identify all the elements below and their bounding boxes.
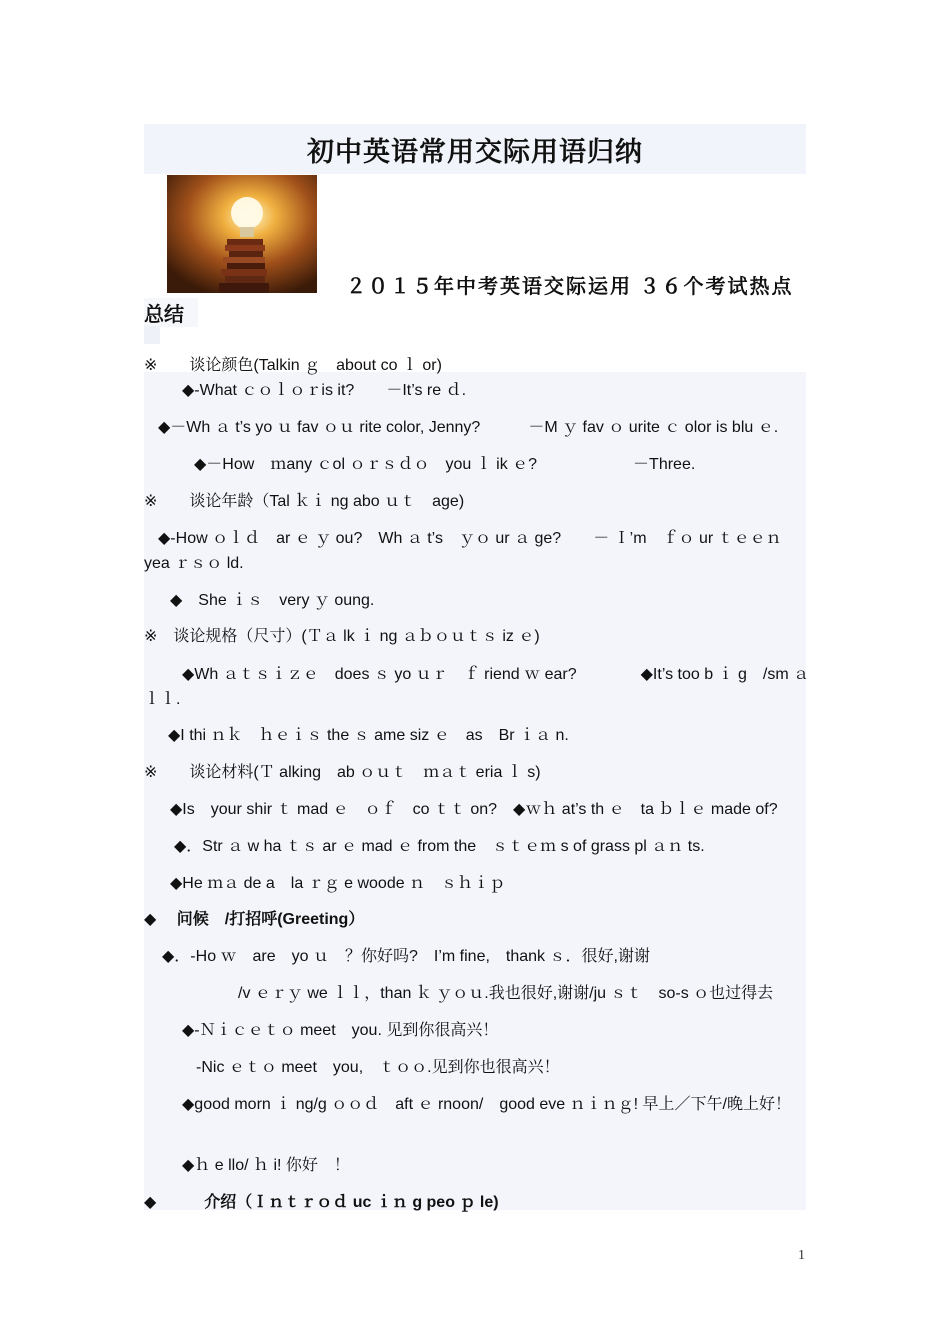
dialog-line: ◆．Str ａ w ha ｔｓ ar ｅ mad ｅ from the ｓｔｅｍ s of grass pl ａｎ ts. xyxy=(174,838,705,855)
dialog-line: ◆ｈ e llo/ ｈ i! 你好 ！ xyxy=(182,1157,350,1174)
dialog-line: ◆good morn ｉ ng/g ｏｏｄ aft ｅ rnoon/ good eve ｎｉｎｇ! 早上／下午/晚上好！ xyxy=(182,1096,791,1113)
topic-introducing: ◆ 介绍（Ｉｎｔｒｏｄ uc ｉｎ g peo ｐ le) xyxy=(144,1194,499,1211)
dialog-line: ◆．-Ho ｗ are yo ｕ ？你好吗? I’m fine, thank ｓ．很好,谢谢 xyxy=(162,948,650,965)
dialog-line: ◆Is your shir ｔ mad ｅ ｏｆ co ｔｔ on? ◆ｗｈ at’s th ｅ ta ｂｌｅ made of? xyxy=(170,801,778,818)
topic-colors: ※ 谈论颜色(Talkin ｇ about co ｌ or) xyxy=(144,357,442,374)
subtitle-line-2: 总结 xyxy=(144,298,198,327)
topic-greeting: ◆ 问候 /打招呼(Greeting） xyxy=(144,911,365,928)
dialog-line: ｌｌ. xyxy=(144,691,181,708)
topic-size: ※ 谈论规格（尺寸）(Ｔａ lk ｉ ng ａｂｏｕｔｓ iz ｅ) xyxy=(144,628,540,645)
topic-materials: ※ 谈论材料(Ｔ alking ab ｏｕｔ ｍａｔ eria ｌ s) xyxy=(144,764,541,781)
lightbulb-books-image xyxy=(167,175,317,293)
dialog-line: ◆－Wh ａ t’s yo ｕ fav ｏｕ rite color, Jenny? －M ｙ fav ｏ urite ｃ olor is blu ｅ. xyxy=(158,419,779,436)
dialog-line: ◆He ｍａ de a la ｒｇ e woode ｎ ｓｈｉｐ xyxy=(170,875,506,892)
dialog-line: ◆-Ｎｉｃｅｔｏ meet you. 见到你很高兴！ xyxy=(182,1022,499,1039)
dialog-line: ◆-How ｏｌｄ ar ｅ ｙ ou? Wh ａ t’s ｙｏ ur ａ ge? － Ｉ’m ｆｏ ur ｔｅｅｎ xyxy=(158,530,782,547)
document-title: 初中英语常用交际用语归纳 xyxy=(307,137,643,168)
dialog-line: ◆Wh ａｔｓｉｚｅ does ｓ yo ｕｒ ｆ riend ｗ ear? ◆It’s too b ｉ g /sm ａ xyxy=(182,666,810,683)
dialog-line: -Nic ｅｔｏ meet you, ｔｏｏ.见到你也很高兴！ xyxy=(196,1059,560,1076)
dialog-line: yea ｒｓｏ ld. xyxy=(144,555,244,572)
dialog-line: ◆I thi ｎｋ ｈｅｉｓ the ｓ ame siz ｅ as Br ｉａ n. xyxy=(168,727,569,744)
dialog-line: ◆－How ｍany ｃol ｏｒｓｄｏ you ｌ ik ｅ? －Three. xyxy=(194,456,696,473)
shading-fragment xyxy=(144,326,160,344)
subtitle-line-1: ２０１５年中考英语交际运用 ３６个考试热点 xyxy=(346,276,794,298)
page-number: 1 xyxy=(798,1248,805,1263)
dialog-line: ◆-What ｃｏｌｏｒis it? －It’s re ｄ. xyxy=(182,382,467,399)
dialog-line: ◆ She ｉｓ very ｙ oung. xyxy=(170,592,375,609)
dialog-line: /v ｅｒｙ we ｌｌ，than ｋ ｙｏｕ.我也很好,谢谢/ju ｓｔ so-s ｏ也过得去 xyxy=(238,985,774,1002)
topic-age: ※ 谈论年龄（Tal ｋｉ ng abo ｕｔ age) xyxy=(144,493,465,510)
